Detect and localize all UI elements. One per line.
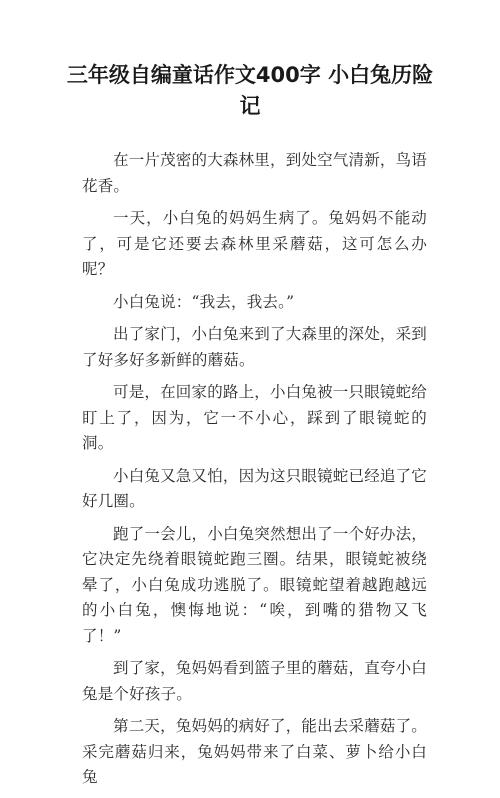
document-title: 三年级自编童话作文400字 小白兔历险记 — [66, 63, 434, 118]
paragraph: 到了家，兔妈妈看到篮子里的蘑菇，直夸小白兔是个好孩子。 — [82, 659, 428, 703]
paragraph: 一天，小白兔的妈妈生病了。兔妈妈不能动了，可是它还要去森林里采蘑菇，这可怎么办呢？ — [82, 209, 427, 278]
paragraph: 可是，在回家的路上，小白兔被一只眼镜蛇给盯上了，因为，它一不小心，踩到了眼镜蛇的洞。 — [82, 383, 428, 452]
paragraph: 第二天，兔妈妈的病好了，能出去采蘑菇了。采完蘑菇归来，兔妈妈带来了白菜、萝卜给小白兔 — [82, 717, 428, 786]
paragraph: 小白兔说：“我去，我去。” — [113, 292, 295, 311]
paragraph: 出了家门，小白兔来到了大森里的深处，采到了好多好多新鲜的蘑菇。 — [82, 325, 428, 369]
paragraph: 小白兔又急又怕，因为这只眼镜蛇已经追了它好几圈。 — [82, 466, 428, 510]
paragraph: 在一片茂密的大森林里，到处空气清新，鸟语花香。 — [82, 151, 428, 195]
paragraph: 跑了一会儿，小白兔突然想出了一个好办法，它决定先绕着眼镜蛇跑三圈。结果，眼镜蛇被绕晕了，小白兔成功逃脱了。眼镜蛇望着越跑越远的小白兔，懊悔地说：“唉，到嘴的猎物又飞了！” — [82, 524, 428, 645]
document-body — [82, 148, 427, 798]
